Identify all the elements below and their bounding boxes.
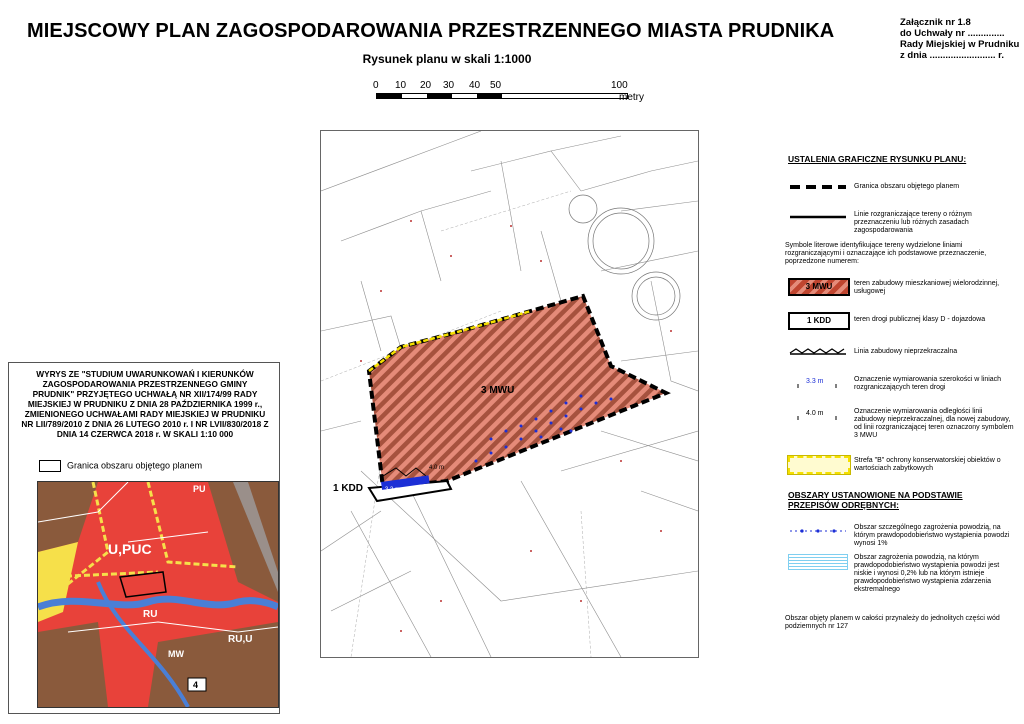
- legend-mwu-text: teren zabudowy mieszkaniowej wielorodzinnej, usługowej: [854, 280, 1000, 295]
- study-label-ruu: RU,U: [228, 634, 253, 645]
- flood-special-symbol: [788, 524, 846, 538]
- annex-note: [900, 17, 1019, 61]
- legend-title: USTALENIA GRAFICZNE RYSUNKU PLANU:: [788, 154, 967, 164]
- scale-bar: [368, 80, 644, 104]
- annex-line-1: Załącznik nr 1.8: [900, 17, 971, 28]
- legend-item-kdd: [780, 312, 1010, 336]
- annex-line-2: do Uchwały nr ..............: [900, 28, 1005, 39]
- study-legend-text: Granica obszaru objętego planem: [67, 460, 203, 471]
- lines-symbol: [788, 210, 846, 224]
- study-excerpt: [8, 362, 280, 714]
- scale-tick-20: 20: [420, 80, 432, 91]
- legend-setback-text: Oznaczenie wymiarowania odległości linii zabudowy nieprzekraczalnej, dla nowej zabudowy, od linii rozgraniczającej teren oznaczony symbolem 3 MWU: [854, 408, 1014, 439]
- legend-item-zone-b: [780, 456, 1010, 480]
- plan-title: MIEJSCOWY PLAN ZAGOSPODAROWANIA PRZESTRZENNEGO MIASTA PRUDNIKA: [27, 20, 835, 42]
- legend-item-flood-risk: [780, 554, 1010, 593]
- flood-risk-symbol: [788, 554, 848, 570]
- study-boundary-symbol: [39, 460, 61, 472]
- road-width-symbol: [788, 374, 846, 388]
- zone-3-mwu[interactable]: [369, 296, 666, 488]
- study-map: [37, 481, 279, 708]
- kdd-symbol: 1 KDD: [788, 312, 850, 330]
- road-dimension-label: 3.3 m: [385, 487, 401, 493]
- study-label-pu: PU: [193, 484, 206, 494]
- legend-item-boundary: [780, 180, 1010, 204]
- plan-map: [320, 130, 699, 658]
- legend-lines-text: Linie rozgraniczające tereny o różnym przeznaczeniu lub różnych zasadach zagospodarowania: [854, 211, 972, 234]
- scale-tick-40: 40: [469, 80, 481, 91]
- mwu-symbol: 3 MWU: [788, 278, 850, 296]
- annex-line-4: z dnia ......................... r.: [900, 50, 1004, 61]
- study-label-4: 4: [193, 680, 199, 690]
- legend-boundary-text: Granica obszaru objętego planem: [854, 183, 960, 190]
- scale-unit: metry: [619, 92, 644, 103]
- setback-value: 4.0 m: [806, 410, 824, 417]
- legend-item-building-line: [780, 344, 1010, 368]
- scale-tick-10: 10: [395, 80, 407, 91]
- boundary-symbol: [788, 180, 846, 194]
- legend-kdd-text: teren drogi publicznej klasy D - dojazdowa: [854, 316, 986, 323]
- study-description: WYRYS ZE "STUDIUM UWARUNKOWAŃ I KIERUNKÓW ZAGOSPODAROWANIA PRZESTRZENNEGO GMINY PRUDNIK" PRZYJĘTEGO UCHWAŁĄ NR XII/174/99 RADY MIEJSKIEJ W PRUDNIKU Z DNIA 28 PAŹDZIERNIKA 1999 r., ZMIENIONEGO UCHWAŁAMI RADY MIEJSKIEJ W PRUDNIKU NR LII/789/2010 Z DNIA 26 LUTEGO 2010 r. I NR LVII/830/2018 Z DNIA 14 CZERWCA 2018 r. W SKALI 1:10 000: [21, 369, 269, 439]
- legend-groundwater: Obszar objęty planem w całości przynależy do jednolitych części wód podziemnych nr 127: [785, 615, 1000, 630]
- road-label: 1 KDD: [333, 483, 364, 494]
- setback-dimension-label: 4.0 m: [429, 465, 445, 471]
- legend-flood-special-text: Obszar szczególnego zagrożenia powodzią, na którym prawdopodobieństwo wystąpienia powodzi wynosi 1%: [854, 524, 1010, 547]
- scale-tick-100: 100: [611, 80, 628, 91]
- legend-item-lines: [780, 210, 1010, 234]
- building-line-symbol: [788, 344, 846, 358]
- scale-bar-track: [376, 93, 628, 99]
- study-label-upuc: U,PUC: [108, 541, 152, 557]
- legend-flood-risk-text: Obszar zagrożenia powodzią, na którym prawdopodobieństwo wystąpienia powodzi jest niskie i wynosi 0,2% lub na którym istnieje prawdopodobieństwo wystąpienia zdarzenia ekstremalnego: [854, 554, 1000, 593]
- zone-b-symbol: [788, 456, 850, 474]
- scale-tick-30: 30: [443, 80, 455, 91]
- legend-road-width-text: Oznaczenie wymiarowania szerokości w liniach rozgraniczających teren drogi: [854, 376, 1002, 391]
- study-label-ru: RU: [143, 609, 158, 620]
- study-map-drawing: [38, 482, 278, 707]
- subtitle-text: Rysunek planu w skali 1:1000: [362, 52, 532, 66]
- legend-zone-b-text: Strefa "B" ochrony konserwatorskiej obiektów o wartościach zabytkowych: [854, 457, 1001, 472]
- annex-line-3: Rady Miejskiej w Prudniku: [900, 39, 1020, 50]
- legend-item-setback: [780, 406, 1014, 439]
- setback-symbol: [788, 406, 846, 420]
- legend-symbols-note: Symbole literowe identyfikujące tereny wydzielone liniami rozgraniczającymi i oznaczające ich podstawowe przeznaczenie, poprzedzone numerem:: [785, 242, 987, 265]
- legend-building-line-text: Linia zabudowy nieprzekraczalna: [854, 348, 958, 355]
- legend-item-road-width: [780, 374, 1010, 398]
- plan-map-drawing: [321, 131, 698, 657]
- zone-label: 3 MWU: [481, 385, 515, 396]
- scale-tick-0: 0: [373, 80, 379, 91]
- study-label-mw: MW: [168, 649, 184, 659]
- legend-other-title: OBSZARY USTANOWIONE NA PODSTAWIE PRZEPISÓW ODRĘBNYCH:: [788, 490, 963, 510]
- plan-legend: [780, 130, 1024, 660]
- scale-tick-50: 50: [490, 80, 502, 91]
- legend-item-mwu: [780, 278, 1010, 302]
- study-legend: [39, 460, 202, 472]
- plan-subtitle: [0, 52, 1024, 66]
- road-width-value: 3.3 m: [806, 378, 824, 385]
- legend-item-flood-special: [780, 524, 1010, 548]
